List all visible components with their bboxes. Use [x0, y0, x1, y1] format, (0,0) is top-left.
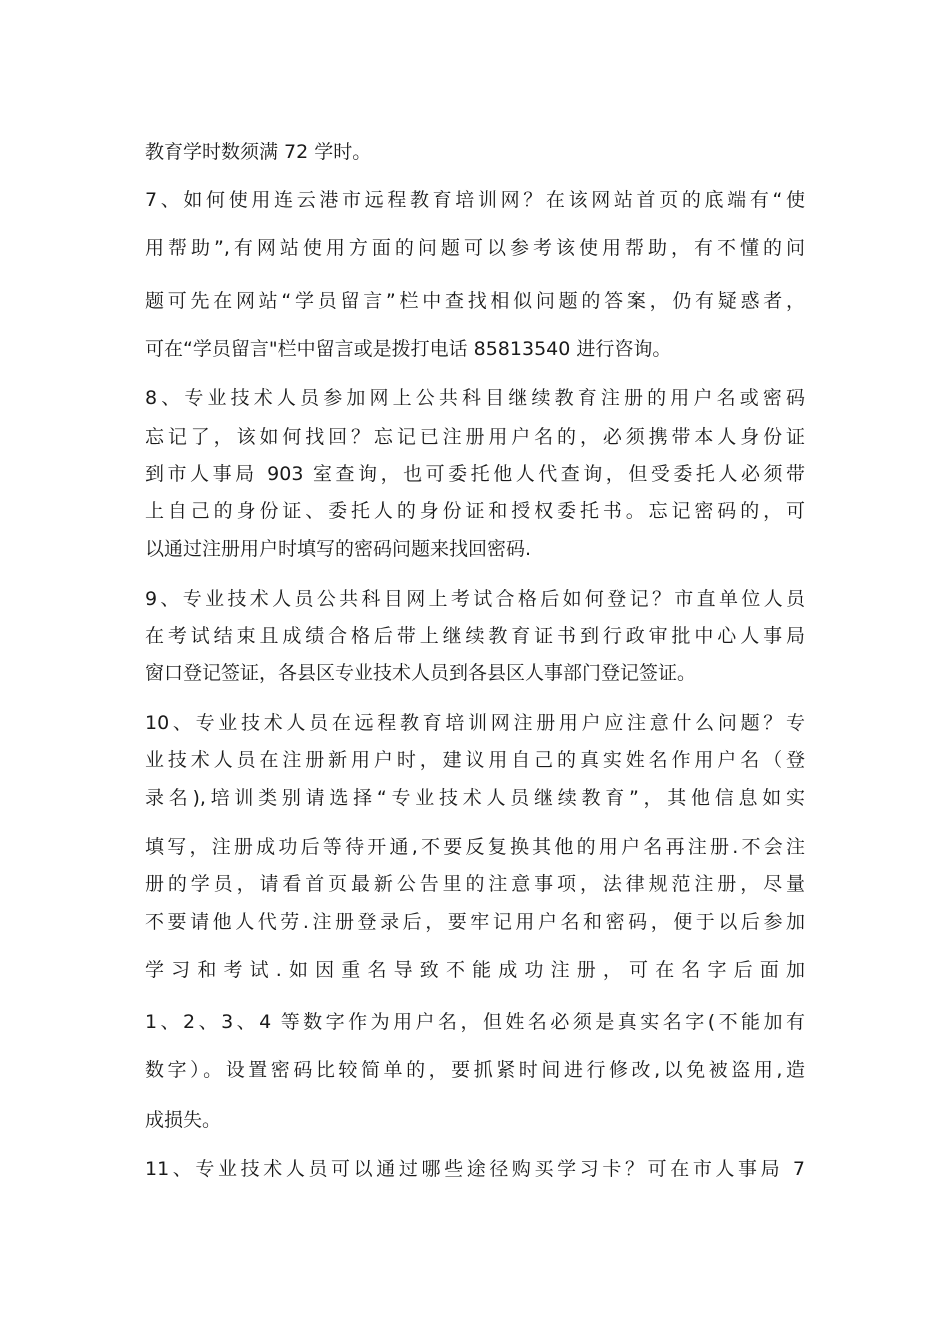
text-line-9: 上自己的身份证、委托人的身份证和授权委托书。忘记密码的，可 — [145, 500, 805, 522]
text-line-21: 1、2、3、4 等数字作为用户名，但姓名必须是真实名字(不能加有 — [145, 1011, 805, 1033]
text-line-20: 学习和考试.如因重名导致不能成功注册，可在名字后面加 — [145, 959, 805, 981]
text-line-18: 册的学员，请看首页最新公告里的注意事项，法律规范注册，尽量 — [145, 873, 805, 895]
text-line-10: 以通过注册用户时填写的密码问题来找回密码. — [145, 538, 532, 560]
text-line-7: 忘记了，该如何找回？忘记已注册用户名的，必须携带本人身份证 — [145, 426, 805, 448]
text-line-22: 数字）。设置密码比较简单的，要抓紧时间进行修改,以免被盗用,造 — [145, 1059, 805, 1081]
text-line-19: 不要请他人代劳.注册登录后，要牢记用户名和密码，便于以后参加 — [145, 911, 805, 933]
text-line-1: 教育学时数须满 72 学时。 — [145, 141, 372, 163]
text-line-17: 填写，注册成功后等待开通,不要反复换其他的用户名再注册.不会注 — [145, 836, 805, 858]
text-line-12: 在考试结束且成绩合格后带上继续教育证书到行政审批中心人事局 — [145, 625, 805, 647]
text-line-2: 7、如何使用连云港市远程教育培训网？在该网站首页的底端有“使 — [145, 189, 805, 211]
text-line-11: 9、专业技术人员公共科目网上考试合格后如何登记？市直单位人员 — [145, 588, 805, 610]
text-line-24: 11、专业技术人员可以通过哪些途径购买学习卡？可在市人事局 7 — [145, 1158, 805, 1180]
text-line-3: 用帮助”,有网站使用方面的问题可以参考该使用帮助，有不懂的问 — [145, 237, 805, 259]
text-line-13: 窗口登记签证，各县区专业技术人员到各县区人事部门登记签证。 — [145, 662, 697, 684]
text-line-4: 题可先在网站“学员留言”栏中查找相似问题的答案，仍有疑惑者， — [145, 290, 805, 312]
text-line-14: 10、专业技术人员在远程教育培训网注册用户应注意什么问题？专 — [145, 712, 805, 734]
text-line-6: 8、专业技术人员参加网上公共科目继续教育注册的用户名或密码 — [145, 387, 805, 409]
text-line-23: 成损失。 — [145, 1109, 222, 1131]
text-line-15: 业技术人员在注册新用户时，建议用自己的真实姓名作用户名（登 — [145, 749, 805, 771]
text-line-5: 可在“学员留言"栏中留言或是拨打电话 85813540 进行咨询。 — [145, 338, 672, 360]
text-line-16: 录名),培训类别请选择“专业技术人员继续教育”，其他信息如实 — [145, 787, 805, 809]
text-line-8: 到市人事局 903 室查询，也可委托他人代查询，但受委托人必须带 — [145, 463, 805, 485]
